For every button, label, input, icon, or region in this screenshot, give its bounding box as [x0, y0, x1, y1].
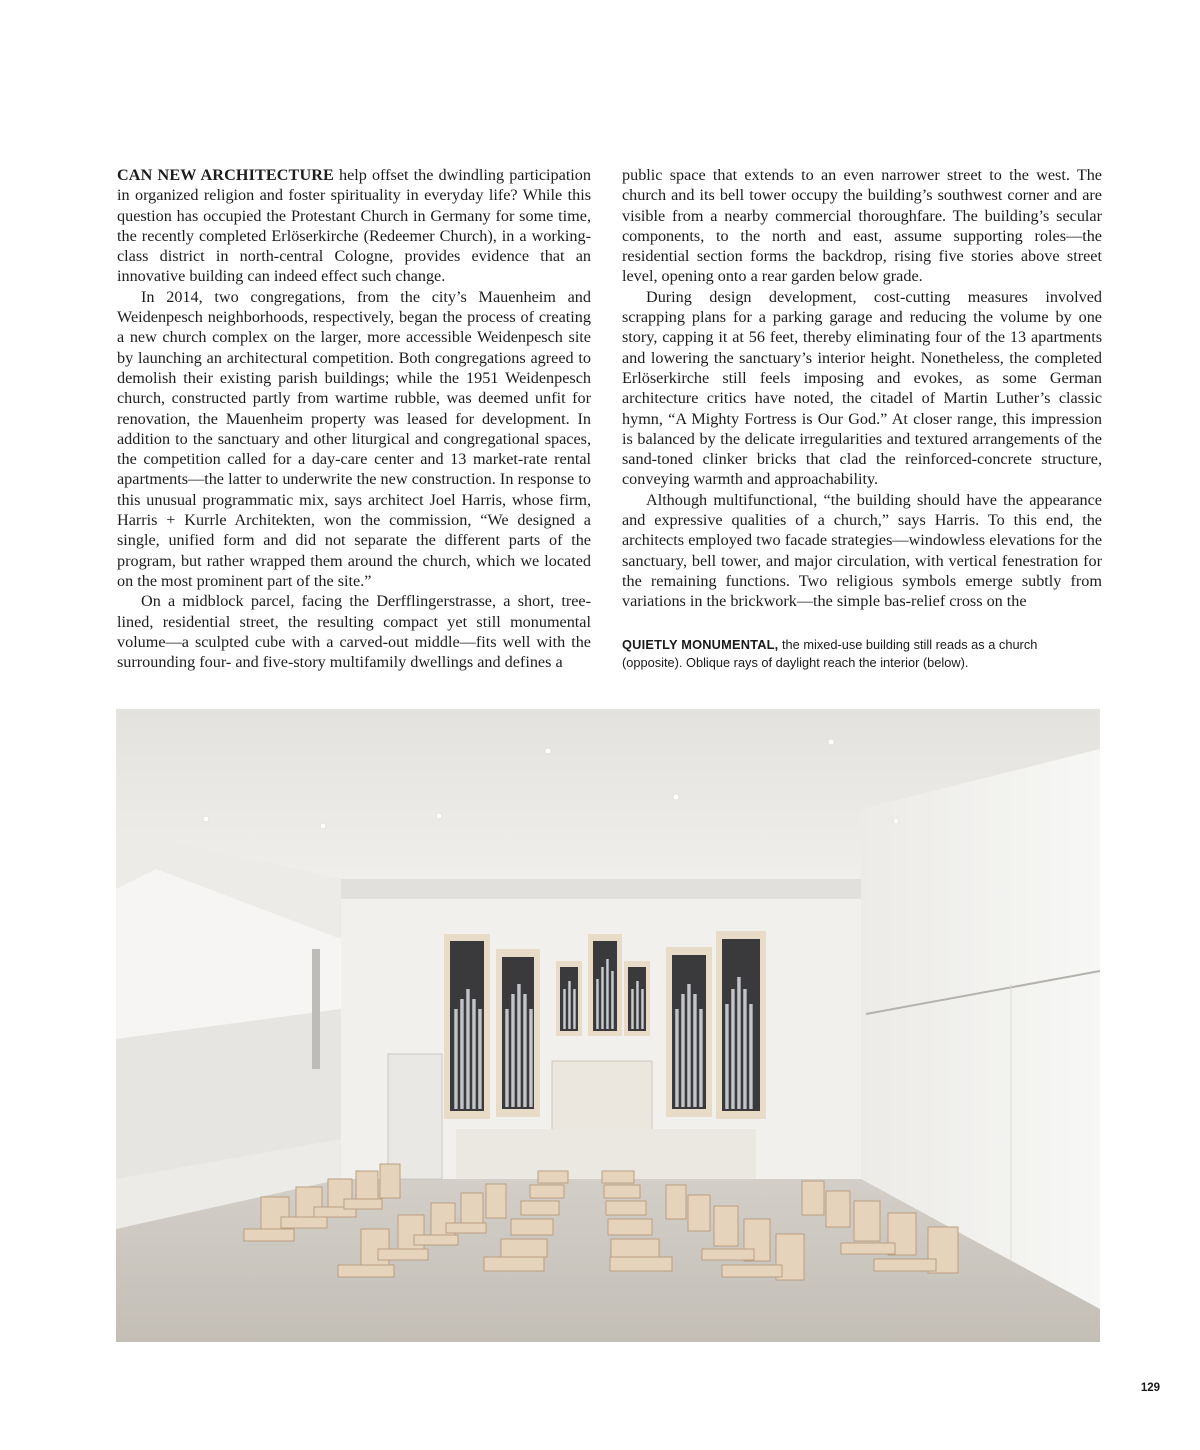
- right-column: [622, 165, 1102, 612]
- left-column: [117, 165, 591, 672]
- church-interior-photo: [116, 709, 1100, 1342]
- caption-lead: QUIETLY MONUMENTAL,: [622, 637, 779, 652]
- paragraph-4: During design development, cost-cutting measures involved scrapping plans for a parking garage and reducing the volume by one story, capping it at 56 feet, thereby eliminating four of the 13 apartments and lowering the sanctuary’s interior height. Nonetheless, the completed Erlöserkirche still feels imposing and evokes, as some German architecture critics have noted, the citadel of Martin Luther’s classic hymn, “A Mighty Fortress is Our God.” At closer range, this impression is balanced by the delicate irregularities and textured arrangements of the sand-toned clinker bricks that clad the reinforced-concrete structure, conveying warmth and approachability.: [622, 287, 1102, 489]
- paragraph-1-text: help offset the dwindling participation in organized religion and foster spirituality in everyday life? While this question has occupied the Protestant Church in Germany for some time, the recently completed Erlöserkirche (Redeemer Church), in a working-class district in north-central Cologne, provides evidence that an innovative building can indeed effect such change.: [117, 166, 591, 286]
- lead-in: CAN NEW ARCHITECTURE: [117, 166, 334, 184]
- paragraph-3: On a midblock parcel, facing the Derfflingerstrasse, a short, tree-lined, residential street, the resulting compact yet still monumental volume—a sculpted cube with a carved-out middle—fits well with the surrounding four- and five-story multifamily dwellings and defines a: [117, 592, 591, 672]
- paragraph-5: Although multifunctional, “the building should have the appearance and expressive qualities of a church,” says Harris. To this end, the architects employed two facade strategies—windowless elevations for the sanctuary, bell tower, and major circulation, with vertical fenestration for the remaining functions. Two religious symbols emerge subtly from variations in the brickwork—the simple bas-relief cross on the: [622, 490, 1102, 611]
- caption-text: the mixed-use building still reads as a church (opposite). Oblique rays of daylight reach the interior (below).: [622, 637, 1038, 670]
- paragraph-3-continued: public space that extends to an even narrower street to the west. The church and its bell tower occupy the building’s southwest corner and are visible from a nearby commercial thoroughfare. The building’s secular components, to the north and east, assume supporting roles—the residential section forms the backdrop, rising five stories above street level, opening onto a rear garden below grade.: [622, 166, 1102, 286]
- page-number: 129: [1140, 1382, 1160, 1394]
- photo-caption: [622, 636, 1100, 671]
- paragraph-1: [117, 165, 591, 287]
- paragraph-2: In 2014, two congregations, from the city’s Mauenheim and Weidenpesch neighborhoods, respectively, began the process of creating a new church complex on the larger, more accessible Weidenpesch site by launching an architectural competition. Both congregations agreed to demolish their existing parish buildings; while the 1951 Weidenpesch church, constructed partly from wartime rubble, was deemed unfit for renovation, the Mauenheim property was leased for development. In addition to the sanctuary and other liturgical and congregational spaces, the competition called for a day-care center and 13 market-rate rental apartments—the latter to underwrite the new construction. In response to this unusual programmatic mix, says architect Joel Harris, whose firm, Harris + Kurrle Architekten, won the commission, “We designed a single, unified form and did not separate the different parts of the program, but rather wrapped them around the church, which we located on the most prominent part of the site.”: [117, 287, 591, 590]
